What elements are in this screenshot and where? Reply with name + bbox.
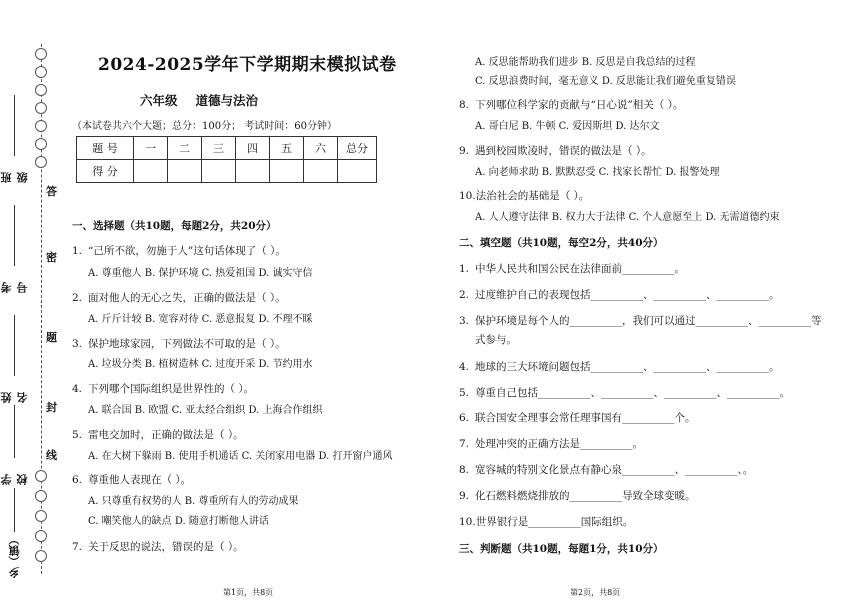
section-heading-choice: 一、选择题（共10题，每题2分，共20分） bbox=[72, 220, 277, 232]
field-class[interactable] bbox=[0, 95, 29, 183]
score-cell[interactable] bbox=[338, 160, 377, 183]
question: 4. 下列哪个国际组织是世界性的（ ）。 bbox=[72, 383, 255, 395]
binding-hole bbox=[35, 120, 47, 132]
fill-question: 3. 保护环境是每个人的__________，我们可以通过__________、__________等 bbox=[459, 315, 822, 327]
binding-hole bbox=[35, 530, 47, 542]
fill-question: 7. 处理冲突的正确方法是__________。 bbox=[459, 438, 643, 450]
field-township-line bbox=[15, 488, 16, 532]
seal-word: 密 bbox=[46, 251, 57, 264]
field-name-line bbox=[15, 315, 16, 376]
score-header-cell: 四 bbox=[236, 137, 270, 160]
question-options: A. 斤斤计较 B. 宽容对待 C. 恶意报复 D. 不理不睬 bbox=[88, 314, 313, 325]
section-heading-fill: 二、填空题（共10题，每空2分，共40分） bbox=[459, 237, 664, 249]
field-school[interactable] bbox=[0, 405, 29, 485]
question: 3. 保护地球家园，下列做法不可取的是（ ）。 bbox=[72, 338, 286, 350]
fill-question: 6. 联合国安全理事会常任理事国有__________个。 bbox=[459, 412, 696, 424]
question-options: A. 人人遵守法律 B. 权力大于法律 C. 个人意愿至上 D. 无需道德约束 bbox=[475, 212, 780, 223]
question: 6. 尊重他人表现在（ ）。 bbox=[72, 474, 192, 486]
question: 10.法治社会的基础是（ ）。 bbox=[459, 190, 590, 202]
question-options: A. 向老师求助 B. 默默忍受 C. 找家长帮忙 D. 报警处理 bbox=[475, 167, 720, 178]
question: 9. 遇到校园欺凌时，错误的做法是（ ）。 bbox=[459, 145, 652, 157]
exam-title: 2024-2025学年下学期期末模拟试卷 bbox=[98, 55, 397, 75]
field-exam-number-line bbox=[15, 205, 16, 266]
field-name-label: 姓名 bbox=[0, 392, 29, 403]
fill-question-continuation: 式参与。 bbox=[475, 334, 517, 346]
fill-question: 1. 中华人民共和国公民在法律面前__________。 bbox=[459, 263, 685, 275]
question: 5. 雷电交加时，正确的做法是（ ）。 bbox=[72, 429, 244, 441]
field-exam-number[interactable] bbox=[0, 205, 29, 293]
binding-hole bbox=[35, 510, 47, 522]
question: 8. 下列哪位科学家的贡献与“日心说”相关（ ）。 bbox=[459, 99, 684, 111]
binding-hole bbox=[35, 84, 47, 96]
score-table bbox=[76, 136, 377, 183]
binding-hole bbox=[35, 550, 47, 562]
score-cell[interactable] bbox=[270, 160, 304, 183]
section-heading-judge: 三、判断题（共10题，每题1分，共10分） bbox=[459, 543, 664, 555]
question-options: A. 尊重他人 B. 保护环境 C. 热爱祖国 D. 诚实守信 bbox=[88, 268, 313, 279]
page-footer: 第2页，共8页 bbox=[570, 588, 621, 597]
field-township-label: 乡（镇） bbox=[8, 534, 21, 578]
question-options: C. 反思浪费时间，毫无意义 D. 反思能让我们避免重复错误 bbox=[475, 76, 736, 87]
score-header-cell: 五 bbox=[270, 137, 304, 160]
fill-question: 8. 宽容城的特别文化景点有静心泉__________、__________、。 bbox=[459, 464, 754, 476]
exam-subject-line bbox=[140, 91, 276, 109]
seal-word: 线 bbox=[46, 449, 57, 462]
fill-question: 4. 地球的三大环境问题包括__________、__________、__________。 bbox=[459, 361, 780, 373]
binding-hole bbox=[35, 66, 47, 78]
question: 2. 面对他人的无心之失，正确的做法是（ ）。 bbox=[72, 292, 286, 304]
question: 7. 关于反思的说法，错误的是（ ）。 bbox=[72, 541, 244, 553]
fill-question: 5. 尊重自己包括__________、__________、__________、__________。 bbox=[459, 387, 790, 399]
score-header-cell: 题 号 bbox=[77, 137, 134, 160]
score-header-cell: 二 bbox=[168, 137, 202, 160]
field-township[interactable] bbox=[6, 488, 24, 578]
binding-hole bbox=[35, 470, 47, 482]
score-header-cell: 六 bbox=[304, 137, 338, 160]
seal-word: 封 bbox=[46, 401, 57, 414]
fill-question: 10.世界银行是__________国际组织。 bbox=[459, 516, 634, 528]
score-cell[interactable] bbox=[236, 160, 270, 183]
binding-hole bbox=[35, 138, 47, 150]
question-options: A. 垃圾分类 B. 植树造林 C. 过度开采 D. 节约用水 bbox=[88, 359, 313, 370]
question-options: A. 联合国 B. 欧盟 C. 亚太经合组织 D. 上海合作组织 bbox=[88, 405, 323, 416]
field-class-line bbox=[15, 95, 16, 156]
field-name[interactable] bbox=[0, 315, 29, 403]
fill-question: 2. 过度维护自己的表现包括__________、__________、__________。 bbox=[459, 289, 780, 301]
binding-hole bbox=[35, 102, 47, 114]
question-options: A. 在大树下躲雨 B. 使用手机通话 C. 关闭家用电器 D. 打开窗户通风 bbox=[88, 451, 393, 462]
field-class-label: 班级 bbox=[0, 172, 29, 183]
score-cell[interactable] bbox=[304, 160, 338, 183]
score-header-cell: 总分 bbox=[338, 137, 377, 160]
field-school-label: 学校 bbox=[0, 474, 29, 485]
score-row-label: 得 分 bbox=[77, 160, 134, 183]
binding-hole bbox=[35, 156, 47, 168]
question-options: C. 嘲笑他人的缺点 D. 随意打断他人讲话 bbox=[88, 516, 269, 527]
field-school-line bbox=[15, 405, 16, 458]
score-cell[interactable] bbox=[134, 160, 168, 183]
question-options: A. 反思能帮助我们进步 B. 反思是自我总结的过程 bbox=[475, 57, 696, 68]
question: 1. “己所不欲，勿施于人”这句话体现了（ ）。 bbox=[72, 245, 286, 257]
binding-hole bbox=[35, 490, 47, 502]
seal-word: 答 bbox=[46, 185, 57, 198]
question-options: A. 哥白尼 B. 牛顿 C. 爱因斯坦 D. 达尔文 bbox=[475, 121, 660, 132]
seal-word: 题 bbox=[46, 331, 57, 344]
subject-label: 道德与法治 bbox=[195, 93, 259, 108]
grade-label: 六年级 bbox=[140, 93, 178, 108]
score-header-cell: 一 bbox=[134, 137, 168, 160]
field-exam-number-label: 考号 bbox=[0, 282, 29, 293]
score-header-cell: 三 bbox=[202, 137, 236, 160]
page-footer: 第1页，共8页 bbox=[223, 588, 274, 597]
score-cell[interactable] bbox=[202, 160, 236, 183]
binding-hole bbox=[35, 48, 47, 60]
exam-note: （本试卷共六个大题；总分：100分； 考试时间：60分钟） bbox=[72, 121, 337, 132]
fill-question: 9. 化石燃料燃烧排放的__________导致全球变暖。 bbox=[459, 490, 696, 502]
score-cell[interactable] bbox=[168, 160, 202, 183]
question-options: A. 只尊重有权势的人 B. 尊重所有人的劳动成果 bbox=[88, 496, 299, 507]
binding-margin bbox=[0, 0, 62, 607]
